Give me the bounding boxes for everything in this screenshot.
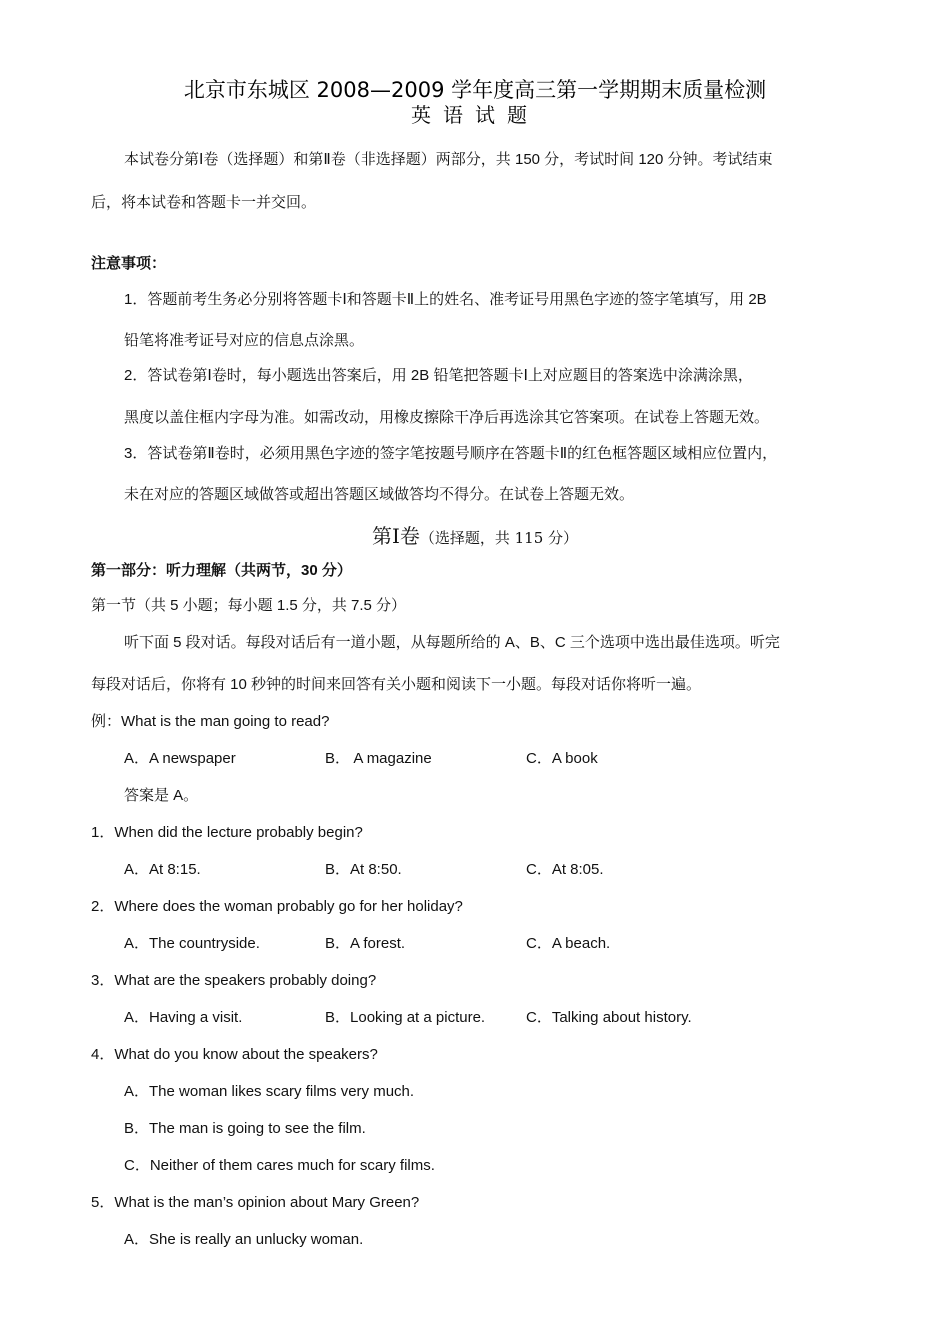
- question-3-option-c: C．Talking about history.: [526, 1009, 692, 1026]
- example-option-c: C．A book: [526, 750, 598, 767]
- example-option-b: B． A magazine: [325, 750, 432, 767]
- note-3-line-1: 3．答试卷第Ⅱ卷时，必须用黑色字迹的签字笔按题号顺序在答题卡Ⅱ的红色框答题区域相应位置内，: [124, 445, 778, 462]
- question-1-option-b: B．At 8:50.: [325, 861, 402, 878]
- example-answer: 答案是 A。: [124, 787, 199, 804]
- question-5-option-a: A．She is really an unlucky woman.: [124, 1231, 364, 1248]
- note-2-line-2: 黑度以盖住框内字母为准。如需改动，用橡皮擦除干净后再选涂其它答案项。在试卷上答题无效。: [124, 409, 770, 426]
- section-heading: [0, 520, 950, 549]
- instruction-line-1: 听下面 5 段对话。每段对话后有一道小题，从每题所给的 A、B、C 三个选项中选出最佳选项。听完: [124, 634, 780, 651]
- question-2-option-a: A．The countryside.: [124, 935, 260, 952]
- notes-heading: 注意事项：: [91, 255, 167, 272]
- question-2: 2．Where does the woman probably go for her holiday?: [91, 898, 463, 915]
- question-4: 4．What do you know about the speakers?: [91, 1046, 378, 1063]
- question-1-option-c: C．At 8:05.: [526, 861, 604, 878]
- exam-title: 北京市东城区 2008—2009 学年度高三第一学期期末质量检测: [183, 78, 767, 102]
- question-1-option-a: A．At 8:15.: [124, 861, 201, 878]
- intro-line-2: 后，将本试卷和答题卡一并交回。: [91, 194, 317, 211]
- note-1-line-2: 铅笔将准考证号对应的信息点涂黑。: [124, 332, 365, 349]
- part-heading: 第一部分：听力理解（共两节，30 分）: [91, 562, 352, 579]
- section-title: 第Ⅰ卷: [371, 524, 420, 548]
- question-3-option-a: A．Having a visit.: [124, 1009, 243, 1026]
- question-4-option-b: B．The man is going to see the film.: [124, 1120, 366, 1137]
- part-subheading: 第一节（共 5 小题；每小题 1.5 分，共 7.5 分）: [91, 597, 407, 614]
- question-4-option-a: A．The woman likes scary films very much.: [124, 1083, 415, 1100]
- example-option-a: A．A newspaper: [124, 750, 236, 767]
- question-4-option-c: C．Neither of them cares much for scary films.: [124, 1157, 435, 1174]
- exam-subtitle: 英语试题: [411, 103, 539, 127]
- section-note: （选择题，共 115 分）: [419, 529, 579, 547]
- intro-line-1: 本试卷分第Ⅰ卷（选择题）和第Ⅱ卷（非选择题）两部分，共 150 分，考试时间 120 分钟。考试结束: [124, 151, 773, 168]
- note-1-line-1: 1．答题前考生务必分别将答题卡Ⅰ和答题卡Ⅱ上的姓名、准考证号用黑色字迹的签字笔填写，用 2B: [124, 291, 767, 308]
- example-question: 例：What is the man going to read?: [91, 713, 330, 730]
- question-3-option-b: B．Looking at a picture.: [325, 1009, 486, 1026]
- note-2-line-1: 2．答试卷第Ⅰ卷时，每小题选出答案后，用 2B 铅笔把答题卡Ⅰ上对应题目的答案选中涂满涂黑，: [124, 367, 753, 384]
- question-2-option-c: C．A beach.: [526, 935, 611, 952]
- question-1: 1．When did the lecture probably begin?: [91, 824, 363, 841]
- question-2-option-b: B．A forest.: [325, 935, 406, 952]
- question-5: 5．What is the man’s opinion about Mary Green?: [91, 1194, 420, 1211]
- note-3-line-2: 未在对应的答题区域做答或超出答题区域做答均不得分。在试卷上答题无效。: [124, 486, 635, 503]
- instruction-line-2: 每段对话后，你将有 10 秒钟的时间来回答有关小题和阅读下一小题。每段对话你将听一遍。: [91, 676, 702, 693]
- question-3: 3．What are the speakers probably doing?: [91, 972, 377, 989]
